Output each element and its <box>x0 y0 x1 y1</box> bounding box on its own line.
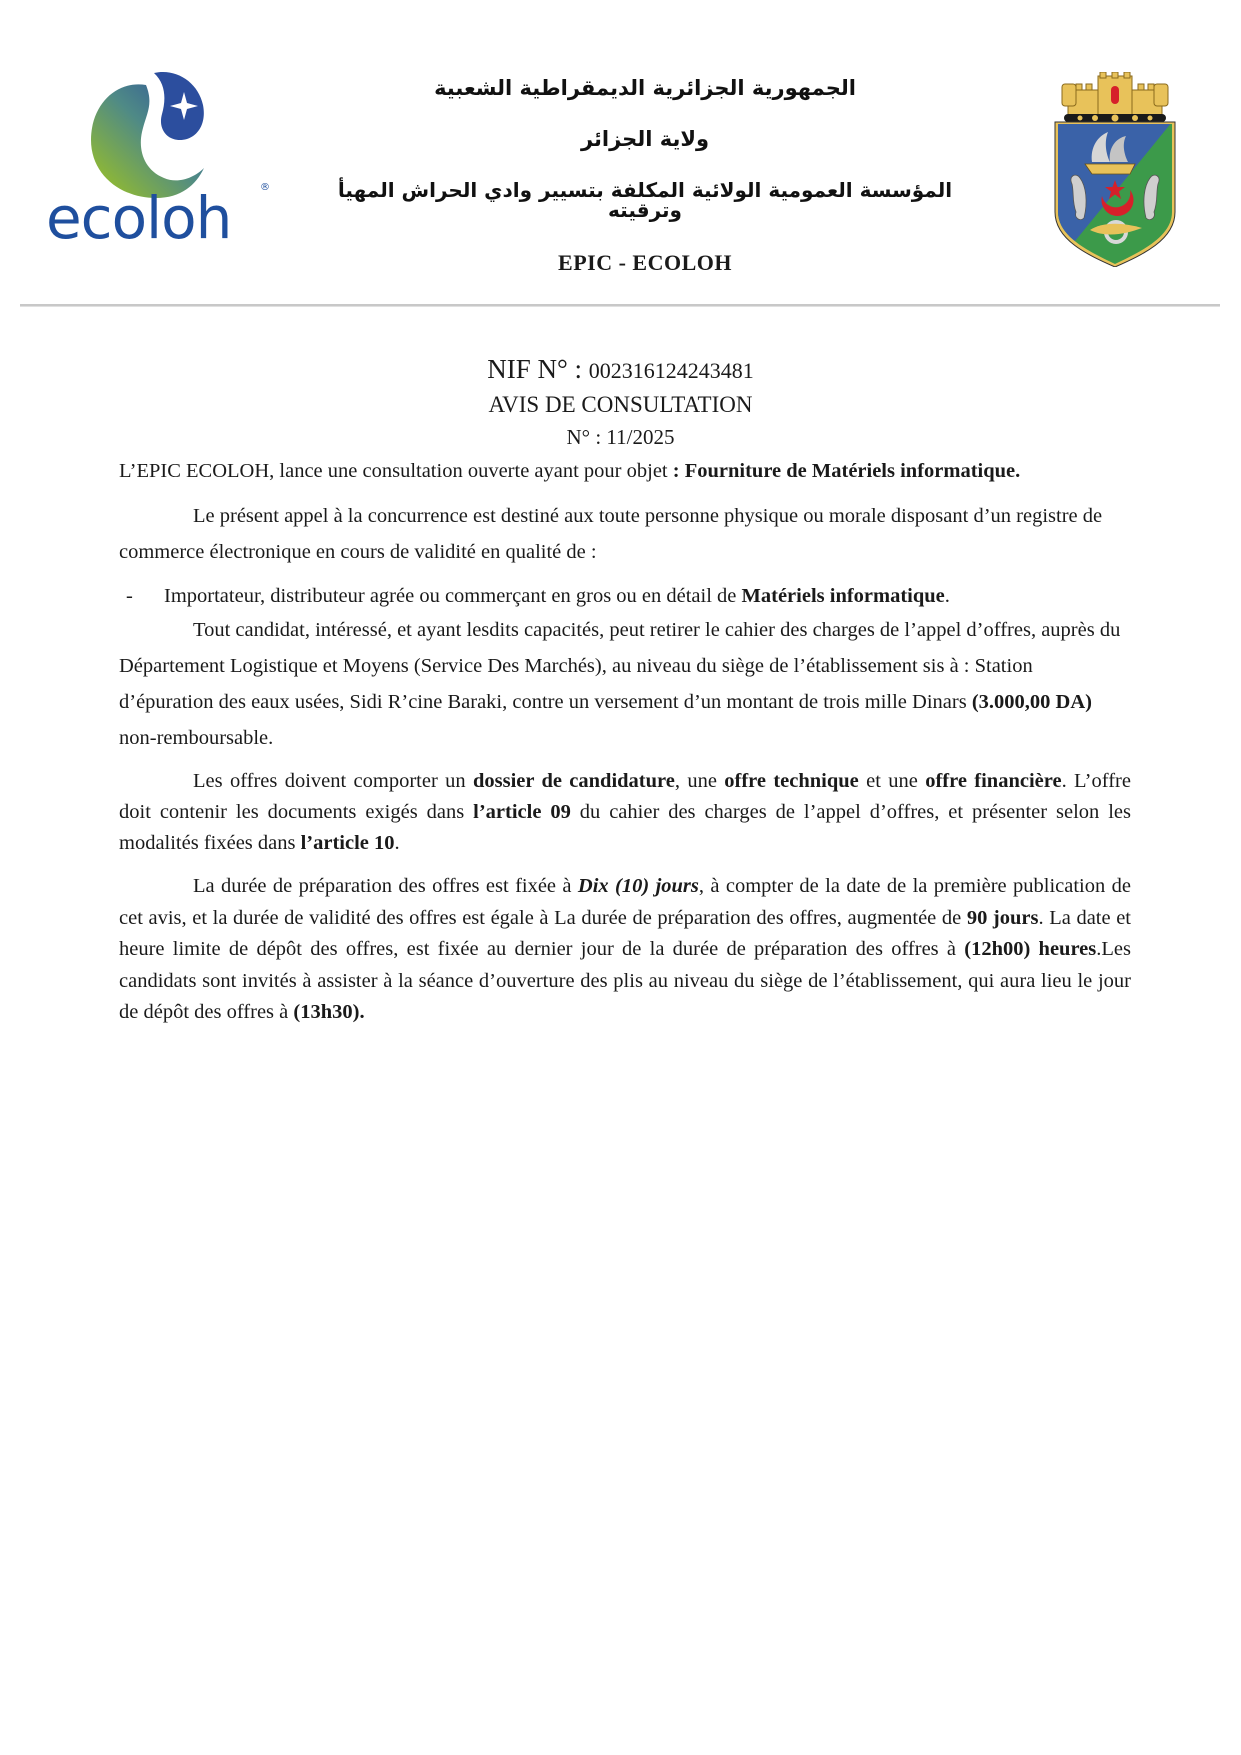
offres-text-5: du cahier des charges de l’appel d’offres, et présenter selon les modalités fixées dans <box>119 801 1132 854</box>
svg-text:®: ® <box>260 182 270 193</box>
wilaya-alger-coat-of-arms-icon <box>1050 72 1180 267</box>
destination-paragraph: Le présent appel à la concurrence est destiné aux toute personne physique ou morale disposant d’un registre de commerce électronique en cours de validité en qualité de : <box>119 505 1103 563</box>
duree-text-4: .Les candidats sont invités à assister à la séance d’ouverture des plis au niveau du siège de l’établissement, qui aura lieu le jour de dépôt des offres à <box>119 938 1131 1023</box>
intro-object: : Fourniture de Matériels informatique. <box>672 460 1021 482</box>
duree-paragraph <box>119 871 1131 1029</box>
nif-number: 002316124243481 <box>588 358 754 383</box>
coat-of-arms <box>1050 72 1180 267</box>
duree-bold-3: (13h30). <box>293 1001 365 1023</box>
offres-bold-3: offre financière <box>925 770 1062 792</box>
nif-label: NIF N° : <box>487 354 583 384</box>
ecoloh-logo <box>46 70 276 250</box>
offres-bold-1: dossier de candidature <box>472 770 675 792</box>
offres-text-4: . L’offre doit contenir les documents exigés dans <box>119 770 1131 823</box>
title-block <box>0 352 1241 452</box>
duree-bold-italic-1: Dix (10) jours <box>577 875 699 897</box>
bullet-dash: - <box>126 585 133 607</box>
offres-bold-5: l’article 10 <box>300 832 395 854</box>
duree-bold-2: (12h00) heures <box>964 938 1097 960</box>
retrait-amount: (3.000,00 DA) <box>971 691 1092 713</box>
offres-text-2: , une <box>674 770 725 792</box>
document-body <box>119 456 1131 1029</box>
offres-text-3: et une <box>858 770 926 792</box>
arabic-institution-line: المؤسسة العمومية الولائية المكلفة بتسيير وادي الحراش المهيأ وترقيته <box>337 178 953 222</box>
bullet-end: . <box>944 585 950 607</box>
arabic-wilaya-line: ولاية الجزائر <box>580 127 710 151</box>
consultation-number: N° : 11/2025 <box>566 425 675 449</box>
arabic-republic-line: الجمهورية الجزائرية الديمقراطية الشعبية <box>434 76 856 100</box>
retrait-text: Tout candidat, intéressé, et ayant lesdits capacités, peut retirer le cahier des charges de l’appel d’offres, auprès du Département Logistique et Moyens (Service Des Marchés), au niveau du siège de l’établissement sis à : Station d’épuration des eaux usées, Sidi R’cine Baraki, contre un versement d’un montant de trois mille Dinars <box>119 619 1121 713</box>
duree-text-3: . La date et heure limite de dépôt des offres, est fixée au dernier jour de la durée de préparation des offres à <box>119 906 1132 960</box>
letterhead <box>330 70 960 276</box>
avis-title: AVIS DE CONSULTATION <box>488 392 753 417</box>
offres-paragraph <box>119 766 1131 859</box>
bullet-item <box>119 580 1131 612</box>
intro-text: L’EPIC ECOLOH, lance une consultation ouverte ayant pour objet <box>119 460 673 482</box>
duree-text-2: , à compter de la date de la première publication de cet avis, et la durée de validité des offres est égale à La durée de préparation des offres, augmentée de <box>119 875 1131 929</box>
retrait-paragraph <box>119 612 1131 756</box>
ecoloh-brand-text: ecoloh <box>46 184 232 250</box>
bullet-text: Importateur, distributeur agrée ou commerçant en gros ou en détail de <box>164 585 742 607</box>
offres-text-1: Les offres doivent comporter un <box>193 770 473 792</box>
offres-bold-2: offre technique <box>724 770 859 792</box>
offres-text-6: . <box>394 832 400 854</box>
epic-title: EPIC - ECOLOH <box>558 250 732 275</box>
offres-bold-4: l’article 09 <box>473 801 571 823</box>
header-separator <box>20 304 1220 307</box>
ecoloh-logo-icon <box>46 70 276 250</box>
bullet-bold: Matériels informatique <box>741 585 945 607</box>
duree-text-1: La durée de préparation des offres est fixée à <box>193 875 578 897</box>
nif-line <box>0 352 1241 388</box>
intro-paragraph <box>119 456 1131 486</box>
duree-bold-1: 90 jours <box>966 906 1039 929</box>
retrait-end: non-remboursable. <box>119 727 274 749</box>
